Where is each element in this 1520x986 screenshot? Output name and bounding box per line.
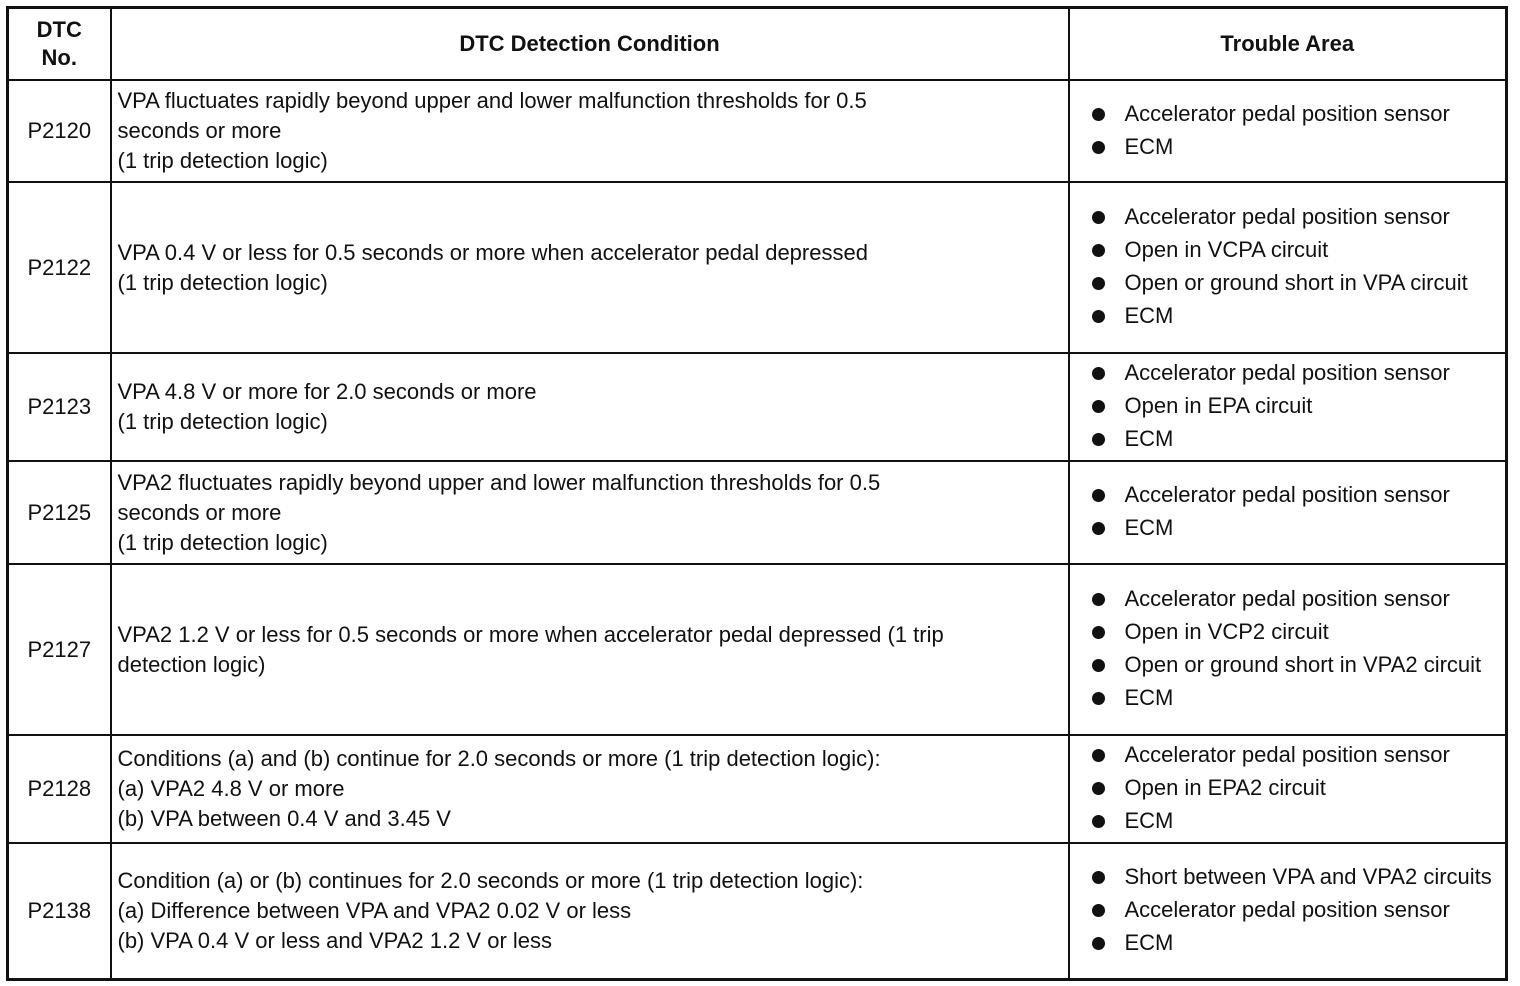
trouble-area-item — [1092, 740, 1500, 770]
trouble-area-cell — [1069, 735, 1507, 843]
detection-condition-cell — [111, 80, 1069, 182]
condition-line: (1 trip detection logic) — [117, 409, 328, 434]
trouble-area-item — [1092, 617, 1500, 647]
header-condition: DTC Detection Condition — [111, 8, 1069, 81]
trouble-area-item — [1092, 202, 1500, 232]
bullet-icon — [1092, 782, 1105, 795]
trouble-area-text: ECM — [1124, 426, 1174, 451]
trouble-area-list — [1092, 358, 1500, 454]
condition-line: VPA 0.4 V or less for 0.5 seconds or more when accelerator pedal depressed — [117, 239, 868, 265]
trouble-area-list — [1092, 480, 1500, 543]
condition-line: VPA fluctuates rapidly beyond upper and lower malfunction thresholds for 0.5 — [117, 88, 867, 113]
condition-line: detection logic) — [117, 651, 266, 677]
table-row — [8, 564, 1507, 735]
condition-line: seconds or more — [117, 118, 282, 143]
dtc-code-cell: P2127 — [8, 564, 111, 735]
trouble-area-item — [1092, 235, 1500, 265]
condition-line: (b) VPA 0.4 V or less and VPA2 1.2 V or less — [117, 927, 553, 953]
dtc-code-cell: P2138 — [8, 843, 111, 979]
trouble-area-text: Accelerator pedal position sensor — [1124, 360, 1450, 385]
table-row — [8, 843, 1507, 979]
bullet-icon — [1092, 871, 1105, 884]
trouble-area-item — [1092, 806, 1500, 836]
bullet-icon — [1092, 400, 1105, 413]
trouble-area-text: ECM — [1124, 808, 1174, 833]
trouble-area-list — [1092, 202, 1500, 331]
trouble-area-cell — [1069, 182, 1507, 353]
trouble-area-text: ECM — [1124, 685, 1174, 710]
table-body — [8, 80, 1507, 979]
trouble-area-text: Accelerator pedal position sensor — [1124, 896, 1450, 922]
trouble-area-item — [1092, 650, 1500, 680]
bullet-icon — [1092, 692, 1105, 705]
condition-line: Conditions (a) and (b) continue for 2.0 seconds or more (1 trip detection logic): — [117, 746, 881, 771]
bullet-icon — [1092, 277, 1105, 290]
trouble-area-text: Accelerator pedal position sensor — [1124, 100, 1450, 126]
trouble-area-cell — [1069, 353, 1507, 461]
trouble-area-text: Open or ground short in VPA2 circuit — [1124, 652, 1482, 677]
trouble-area-text: Open in EPA2 circuit — [1124, 775, 1326, 800]
dtc-code-cell: P2125 — [8, 461, 111, 564]
dtc-code-cell: P2122 — [8, 182, 111, 353]
dtc-code-cell: P2123 — [8, 353, 111, 461]
header-trouble-area: Trouble Area — [1069, 8, 1507, 81]
condition-line: (1 trip detection logic) — [117, 269, 328, 295]
trouble-area-cell — [1069, 461, 1507, 564]
table-row — [8, 461, 1507, 564]
bullet-icon — [1092, 937, 1105, 950]
bullet-icon — [1092, 367, 1105, 380]
trouble-area-text: Open or ground short in VPA circuit — [1124, 270, 1468, 295]
bullet-icon — [1092, 211, 1105, 224]
dtc-code-cell: P2120 — [8, 80, 111, 182]
bullet-icon — [1092, 310, 1105, 323]
trouble-area-item — [1092, 513, 1500, 543]
trouble-area-item — [1092, 391, 1500, 421]
condition-line: (1 trip detection logic) — [117, 529, 328, 555]
trouble-area-text: ECM — [1124, 515, 1174, 540]
trouble-area-cell — [1069, 564, 1507, 735]
condition-line: Condition (a) or (b) continues for 2.0 seconds or more (1 trip detection logic): — [117, 867, 864, 893]
trouble-area-text: Accelerator pedal position sensor — [1124, 586, 1450, 611]
table-header — [8, 8, 1507, 81]
table-row — [8, 182, 1507, 353]
condition-line: VPA2 1.2 V or less for 0.5 seconds or more when accelerator pedal depressed (1 trip — [117, 621, 944, 647]
trouble-area-text: ECM — [1124, 133, 1174, 159]
trouble-area-item — [1092, 862, 1500, 892]
bullet-icon — [1092, 522, 1105, 535]
bullet-icon — [1092, 815, 1105, 828]
table-row — [8, 353, 1507, 461]
trouble-area-item — [1092, 268, 1500, 298]
trouble-area-item — [1092, 480, 1500, 510]
detection-condition-cell — [111, 564, 1069, 735]
condition-line: seconds or more — [117, 499, 282, 525]
trouble-area-text: Open in VCPA circuit — [1124, 237, 1329, 262]
trouble-area-text: Accelerator pedal position sensor — [1124, 204, 1450, 229]
header-dtc-no-line1: DTC — [36, 17, 82, 42]
trouble-area-list — [1092, 584, 1500, 713]
condition-line: (a) VPA2 4.8 V or more — [117, 776, 345, 801]
bullet-icon — [1092, 489, 1105, 502]
trouble-area-item — [1092, 773, 1500, 803]
header-dtc-no-line2: No. — [41, 45, 77, 70]
detection-condition-cell — [111, 461, 1069, 564]
trouble-area-text: ECM — [1124, 929, 1174, 955]
trouble-area-item — [1092, 683, 1500, 713]
trouble-area-item — [1092, 584, 1500, 614]
trouble-area-text: Open in EPA circuit — [1124, 393, 1313, 418]
bullet-icon — [1092, 626, 1105, 639]
trouble-area-list — [1092, 99, 1500, 162]
trouble-area-item — [1092, 132, 1500, 162]
bullet-icon — [1092, 749, 1105, 762]
trouble-area-item — [1092, 301, 1500, 331]
table-row — [8, 735, 1507, 843]
trouble-area-item — [1092, 895, 1500, 925]
bullet-icon — [1092, 244, 1105, 257]
bullet-icon — [1092, 593, 1105, 606]
trouble-area-list — [1092, 740, 1500, 836]
table-row — [8, 80, 1507, 182]
condition-line: (a) Difference between VPA and VPA2 0.02 V or less — [117, 897, 632, 923]
trouble-area-text: ECM — [1124, 303, 1174, 328]
dtc-table — [6, 6, 1508, 981]
trouble-area-item — [1092, 928, 1500, 958]
trouble-area-text: Accelerator pedal position sensor — [1124, 742, 1450, 767]
condition-line: VPA2 fluctuates rapidly beyond upper and lower malfunction thresholds for 0.5 — [117, 469, 881, 495]
bullet-icon — [1092, 659, 1105, 672]
trouble-area-text: Accelerator pedal position sensor — [1124, 482, 1450, 507]
trouble-area-item — [1092, 99, 1500, 129]
dtc-code-cell: P2128 — [8, 735, 111, 843]
trouble-area-list — [1092, 862, 1500, 958]
trouble-area-text: Short between VPA and VPA2 circuits — [1124, 863, 1492, 889]
detection-condition-cell — [111, 843, 1069, 979]
trouble-area-cell — [1069, 843, 1507, 979]
detection-condition-cell — [111, 735, 1069, 843]
bullet-icon — [1092, 141, 1105, 154]
detection-condition-cell — [111, 353, 1069, 461]
trouble-area-item — [1092, 358, 1500, 388]
bullet-icon — [1092, 433, 1105, 446]
trouble-area-item — [1092, 424, 1500, 454]
condition-line: (b) VPA between 0.4 V and 3.45 V — [117, 806, 451, 831]
trouble-area-cell — [1069, 80, 1507, 182]
condition-line: (1 trip detection logic) — [117, 148, 328, 173]
bullet-icon — [1092, 108, 1105, 121]
header-dtc-no — [8, 8, 111, 81]
bullet-icon — [1092, 904, 1105, 917]
header-row — [8, 8, 1507, 81]
trouble-area-text: Open in VCP2 circuit — [1124, 619, 1329, 644]
condition-line: VPA 4.8 V or more for 2.0 seconds or more — [117, 379, 537, 404]
detection-condition-cell — [111, 182, 1069, 353]
